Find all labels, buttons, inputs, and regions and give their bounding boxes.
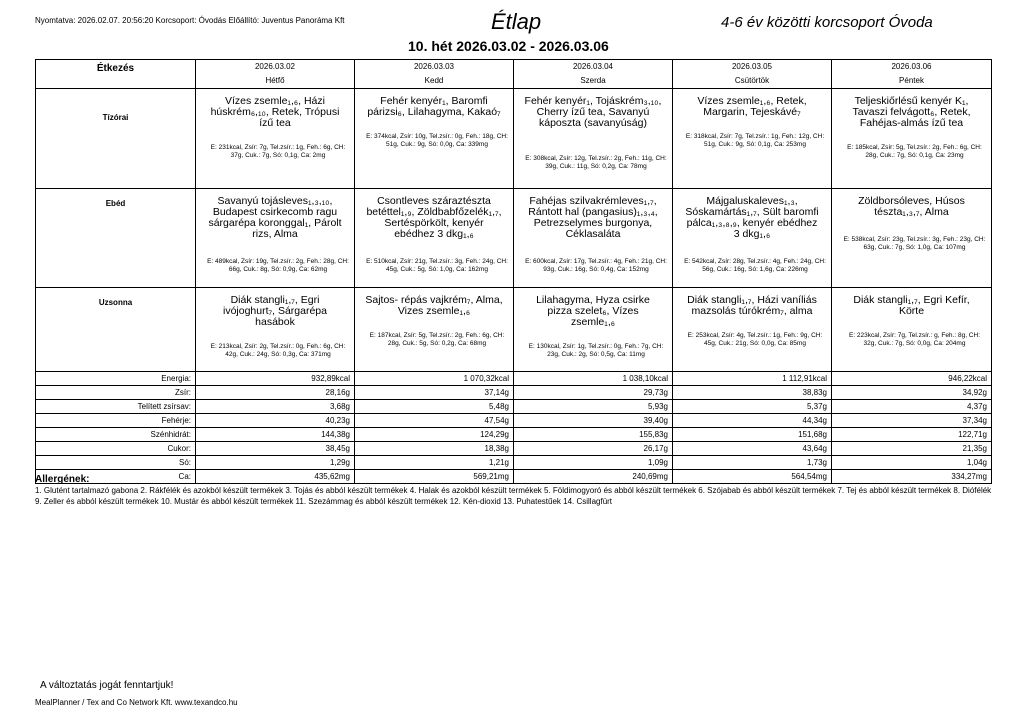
nutrition-info: E: 542kcal, Zsír: 28g, Tel.zsír.: 4g, Feh.: 24g, CH: 56g, Cuk.: 16g, Só: 1,6g, Ca: 226mg [684,258,826,273]
menu-table [35,59,992,484]
day-date: 2026.03.02 [254,62,296,71]
meal-cell [514,189,673,288]
food-items: Zöldborsóleves, Húsos tészta₁,₃,₇, Alma [858,195,965,218]
summary-value: 29,73g [514,386,673,400]
allergen-heading: Allergének: [35,474,90,485]
nutrition-info: E: 231kcal, Zsír: 7g, Tel.zsír.: 1g, Feh.: 6g, CH: 37g, Cuk.: 7g, Só: 0,1g, Ca: 2mg [210,144,346,159]
nutrition-info: E: 318kcal, Zsír: 7g, Tel.zsír.: 1g, Feh.: 12g, CH: 51g, Cuk.: 9g, Só: 0,1g, Ca: 253mg [685,133,825,148]
summary-row-saturated-fat [36,400,992,414]
summary-row-salt [36,456,992,470]
summary-value: 18,38g [355,442,514,456]
food-items: Sajtos- répás vajkrém₇, Alma, Vizes zsemle₁,₆ [365,294,503,317]
nutrition-info: E: 489kcal, Zsír: 19g, Tel.zsír.: 2g, Feh.: 28g, CH: 66g, Cuk.: 8g, Só: 0,9g, Ca: 62mg [207,258,349,273]
summary-row-carbohydrate [36,428,992,442]
nutrition-info: E: 374kcal, Zsír: 10g, Tel.zsír.: 0g, Feh.: 18g, CH: 51g, Cuk.: 9g, Só: 0,0g, Ca: 339mg [366,133,508,148]
summary-label: Szénhidrát: [36,428,196,442]
day-header-wed [514,60,673,89]
day-name: Kedd [424,76,444,85]
meal-cell [673,288,832,372]
food-items: Diák stangli₁,₇, Egri ivójoghurt₇, Sárgarépa hasábok [222,294,327,328]
food-items: Fahéjas szilvakrémleves₁,₇, Rántott hal (pangasius)₁,₃,₄, Petrezselymes burgonya, Céklasaláta [528,195,658,240]
summary-value: 37,14g [355,386,514,400]
food-items: Diák stangli₁,₇, Házi vaníliás mazsolás túrókrém₇, alma [687,294,817,317]
summary-label: Zsír: [36,386,196,400]
day-name: Péntek [899,76,924,85]
food-items: Fehér kenyér₁, Baromfi párizsi₆, Lilahagyma, Kakaó₇ [367,95,501,118]
day-header-fri [832,60,992,89]
summary-label: Só: [36,456,196,470]
age-group-title: 4-6 év közötti korcsoport Óvoda [721,14,933,31]
nutrition-info: E: 510kcal, Zsír: 21g, Tel.zsír.: 3g, Feh.: 24g, CH: 45g, Cuk.: 5g, Só: 1,0g, Ca: 162mg [366,258,508,273]
food-items: Lilahagyma, Hyza csirke pizza szelet₆, Vízes zsemle₁,₆ [536,294,650,328]
summary-value: 1 038,10kcal [514,372,673,386]
meal-row-ebed [36,189,992,288]
nutrition-info: E: 223kcal, Zsír: 7g, Tel.zsír.: g, Feh.: 8g, CH: 32g, Cuk.: 7g, Só: 0,0g, Ca: 204mg [848,332,980,347]
summary-value: 334,27mg [832,470,992,484]
meal-cell [673,189,832,288]
summary-value: 946,22kcal [832,372,992,386]
summary-value: 1,73g [673,456,832,470]
food-items: Teljeskiőrlésű kenyér K₁, Tavaszi felvágott₆, Retek, Fahéjas-almás ízű tea [852,95,971,129]
meal-cell [832,89,992,189]
summary-value: 26,17g [514,442,673,456]
summary-value: 122,71g [832,428,992,442]
print-info: Nyomtatva: 2026.02.07. 20:56:20 Korcsoport: Óvodás Előállító: Juventus Panoráma Kft [35,16,345,25]
day-date: 2026.03.06 [891,62,932,71]
meal-cell [355,288,514,372]
summary-value: 37,34g [832,414,992,428]
nutrition-info: E: 213kcal, Zsír: 2g, Tel.zsír.: 0g, Feh.: 6g, CH: 42g, Cuk.: 24g, Só: 0,3g, Ca: 371mg [210,343,346,358]
summary-value: 39,40g [514,414,673,428]
summary-value: 124,29g [355,428,514,442]
meal-label: Ebéd [36,189,196,288]
summary-value: 40,23g [196,414,355,428]
summary-label: Ca: [36,470,196,484]
footer-credit: MealPlanner / Tex and Co Network Kft. www.texandco.hu [35,698,238,707]
summary-value: 1,29g [196,456,355,470]
summary-row-fat [36,386,992,400]
meal-label: Tízórai [36,89,196,189]
summary-value: 4,37g [832,400,992,414]
day-header-thu [673,60,832,89]
summary-value: 5,93g [514,400,673,414]
summary-value: 47,54g [355,414,514,428]
meal-cell [196,189,355,288]
summary-value: 1 112,91kcal [673,372,832,386]
summary-row-energy [36,372,992,386]
summary-value: 38,45g [196,442,355,456]
summary-value: 144,38g [196,428,355,442]
summary-value: 3,68g [196,400,355,414]
meal-row-tizorai [36,89,992,189]
summary-row-sugar [36,442,992,456]
summary-value: 932,89kcal [196,372,355,386]
summary-label: Fehérje: [36,414,196,428]
food-items: Fehér kenyér₁, Tojáskrém₃,₁₀, Cherry ízű tea, Savanyú káposzta (savanyúság) [524,95,662,129]
food-items: Savanyú tojásleves₁,₃,₁₀, Budapest csirkecomb ragu sárgarépa koronggal₁, Párolt rizs, Alma [208,195,342,240]
day-name: Hétfő [265,76,285,85]
page-title: Étlap [491,9,542,34]
day-date: 2026.03.04 [572,62,614,71]
summary-value: 1,04g [832,456,992,470]
nutrition-info: E: 187kcal, Zsír: 5g, Tel.zsír.: 2g, Feh.: 6g, CH: 28g, Cuk.: 5g, Só: 0,2g, Ca: 68mg [369,332,505,347]
summary-value: 1,21g [355,456,514,470]
meal-cell [673,89,832,189]
nutrition-info: E: 185kcal, Zsír: 5g, Tel.zsír.: 2g, Feh.: 6g, CH: 28g, Cuk.: 7g, Só: 0,1g, Ca: 23mg [847,144,982,159]
meal-label: Uzsonna [36,288,196,372]
summary-value: 569,21mg [355,470,514,484]
summary-label: Cukor: [36,442,196,456]
meal-cell [514,288,673,372]
summary-value: 1 070,32kcal [355,372,514,386]
summary-value: 28,16g [196,386,355,400]
summary-label: Energia: [36,372,196,386]
day-date: 2026.03.03 [413,62,455,71]
nutrition-info: E: 253kcal, Zsír: 4g, Tel.zsír.: 1g, Feh.: 9g, CH: 45g, Cuk.: 21g, Só: 0,0g, Ca: 85mg [687,332,823,347]
summary-value: 5,48g [355,400,514,414]
meal-cell [355,189,514,288]
summary-label: Telített zsírsav: [36,400,196,414]
food-items: Vízes zsemle₁,₆, Házi húskrém₆,₁₀, Retek, Trópusi ízű tea [210,95,340,129]
summary-row-protein [36,414,992,428]
nutrition-info: E: 308kcal, Zsír: 12g, Tel.zsír.: 2g, Feh.: 11g, CH: 39g, Cuk.: 11g, Só: 0,2g, Ca: 78mg [525,155,667,170]
day-header-mon [196,60,355,89]
change-notice: A változtatás jogát fenntartjuk! [40,680,174,691]
nutrition-info: E: 130kcal, Zsír: 1g, Tel.zsír.: 0g, Feh.: 7g, CH: 23g, Cuk.: 2g, Só: 0,5g, Ca: 11mg [528,343,664,358]
food-items: Diák stangli₁,₇, Egri Kefír, Körte [853,294,970,317]
nutrition-info: E: 600kcal, Zsír: 17g, Tel.zsír.: 4g, Feh.: 21g, CH: 93g, Cuk.: 16g, Só: 0,4g, Ca: 152mg [525,258,667,273]
meal-cell [832,288,992,372]
meal-cell [355,89,514,189]
day-header-row [36,60,992,89]
meal-cell [196,288,355,372]
summary-value: 151,68g [673,428,832,442]
summary-value: 5,37g [673,400,832,414]
summary-value: 44,34g [673,414,832,428]
summary-value: 43,64g [673,442,832,456]
summary-value: 1,09g [514,456,673,470]
summary-value: 38,83g [673,386,832,400]
meal-row-uzsonna [36,288,992,372]
allergen-list: 1. Glutént tartalmazó gabona 2. Rákfélék és azokból készült termékek 3. Tojás és abból készült termékek 4. Halak és azokból készült termékek 5. Földimogyoró és abból készült termékek 6. Szójabab és abból készült termékek 7. Tej és abból készült termékek 8. Diófélék 9. Zeller és abból készült termékek 10. Mustár és abból készült termékek 11. Szezámmag és abból készült termékek 12. Kén-dioxid 13. Puhatestűek 14. Csillagfürt [35,486,992,506]
summary-value: 564,54mg [673,470,832,484]
food-items: Májgaluskaleves₁,₃, Sóskamártás₁,₇, Sült baromfi pálca₁,₃,₈,₉, kenyér ebédhez 3 dkg₁,₆ [685,195,819,240]
summary-value: 435,62mg [196,470,355,484]
allergen-section [35,474,995,507]
food-items: Csontleves száraztészta betéttel₁,₉, Zöldbabfőzelék₁,₇, Sertéspörkölt, kenyér ebédhez 3 dkg₁,₆ [366,195,502,240]
meal-cell [514,89,673,189]
summary-value: 21,35g [832,442,992,456]
summary-value: 155,83g [514,428,673,442]
nutrition-info: E: 538kcal, Zsír: 23g, Tel.zsír.: 3g, Feh.: 23g, CH: 63g, Cuk.: 7g, Só: 1,0g, Ca: 107mg [843,236,986,251]
meal-cell [832,189,992,288]
food-items: Vízes zsemle₁,₆, Retek, Margarin, Tejeskávé₇ [697,95,807,118]
summary-value: 34,92g [832,386,992,400]
day-date: 2026.03.05 [731,62,773,71]
day-name: Csütörtök [734,76,770,85]
day-name: Szerda [580,76,606,85]
meal-cell [196,89,355,189]
day-header-tue [355,60,514,89]
week-range: 10. hét 2026.03.02 - 2026.03.06 [408,38,609,54]
summary-value: 240,69mg [514,470,673,484]
meal-column-header: Étkezés [36,60,196,89]
